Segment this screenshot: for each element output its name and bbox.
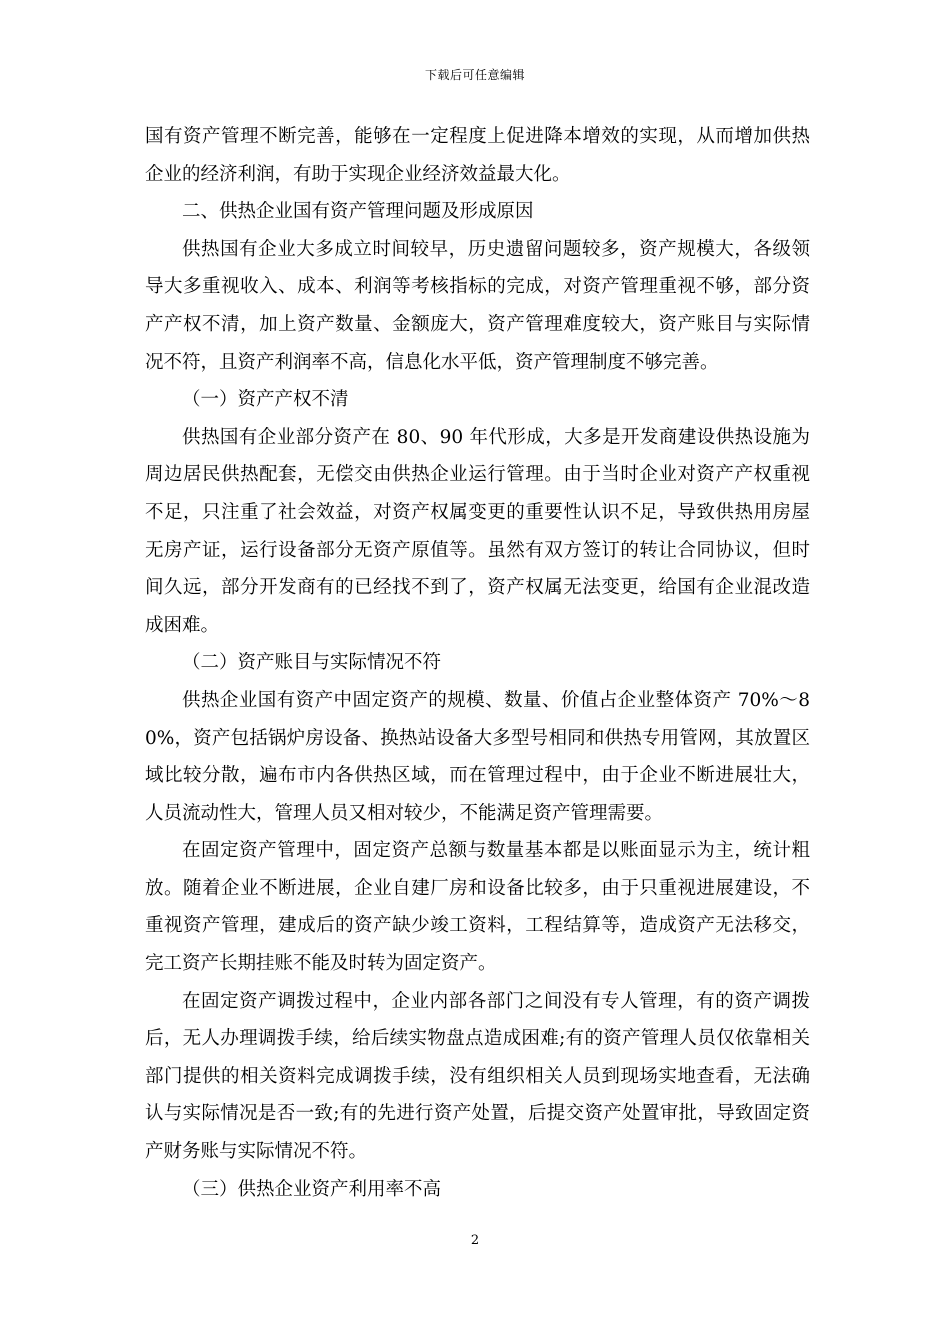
paragraph-fixed-assets-scale: 供热企业国有资产中固定资产的规模、数量、价值占企业整体资产 70%～80%，资产包括锅炉房设备、换热站设备大多型号相同和供热专用管网，其放置区域比较分散，遍布市内各供热区域，而在管理过程中，由于企业不断进展壮大，人员流动性大，管理人员又相对较少，不能满足资产管理需要。 [145,689,810,824]
paragraph-asset-transfer: 在固定资产调拨过程中，企业内部各部门之间没有专人管理，有的资产调拨后，无人办理调拨手续，给后续实物盘点造成困难;有的资产管理人员仅依靠相关部门提供的相关资料完成调拨手续，没有组织相关人员到现场实地查看，无法确认与实际情况是否一致;有的先进行资产处置，后提交资产处置审批，导致固定资产财务账与实际情况不符。 [145,990,810,1163]
document-body [145,118,810,1208]
subheading-2: （二）资产账目与实际情况不符 [182,652,442,674]
paragraph-fixed-assets-management: 在固定资产管理中，固定资产总额与数量基本都是以账面显示为主，统计粗放。随着企业不断进展，企业自建厂房和设备比较多，由于只重视进展建设，不重视资产管理，建成后的资产缺少竣工资料，工程结算等，造成资产无法移交，完工资产长期挂账不能及时转为固定资产。 [145,840,810,975]
paragraph-overview: 供热国有企业大多成立时间较早，历史遗留问题较多，资产规模大，各级领导大多重视收入、成本、利润等考核指标的完成，对资产管理重视不够，部分资产产权不清，加上资产数量、金额庞大，资产管理难度较大，资产账目与实际情况不符，且资产利润率不高，信息化水平低，资产管理制度不够完善。 [145,238,810,373]
subheading-3: （三）供热企业资产利用率不高 [182,1178,442,1200]
page-number: 2 [470,1233,480,1248]
paragraph-property-rights: 供热国有企业部分资产在 80、90 年代形成，大多是开发商建设供热设施为周边居民供热配套，无偿交由供热企业运行管理。由于当时企业对资产产权重视不足，只注重了社会效益，对资产权属变更的重要性认识不足，导致供热用房屋无房产证，运行设备部分无资产原值等。虽然有双方签订的转让合同协议，但时间久远，部分开发商有的已经找不到了，资产权属无法变更，给国有企业混改造成困难。 [145,426,810,636]
subheading-1: （一）资产产权不清 [182,389,349,411]
page-header: 下载后可任意编辑 [424,68,525,82]
paragraph-intro-continuation: 国有资产管理不断完善，能够在一定程度上促进降本增效的实现，从而增加供热企业的经济利润，有助于实现企业经济效益最大化。 [145,126,810,185]
section-heading-2: 二、供热企业国有资产管理问题及形成原因 [182,201,534,223]
